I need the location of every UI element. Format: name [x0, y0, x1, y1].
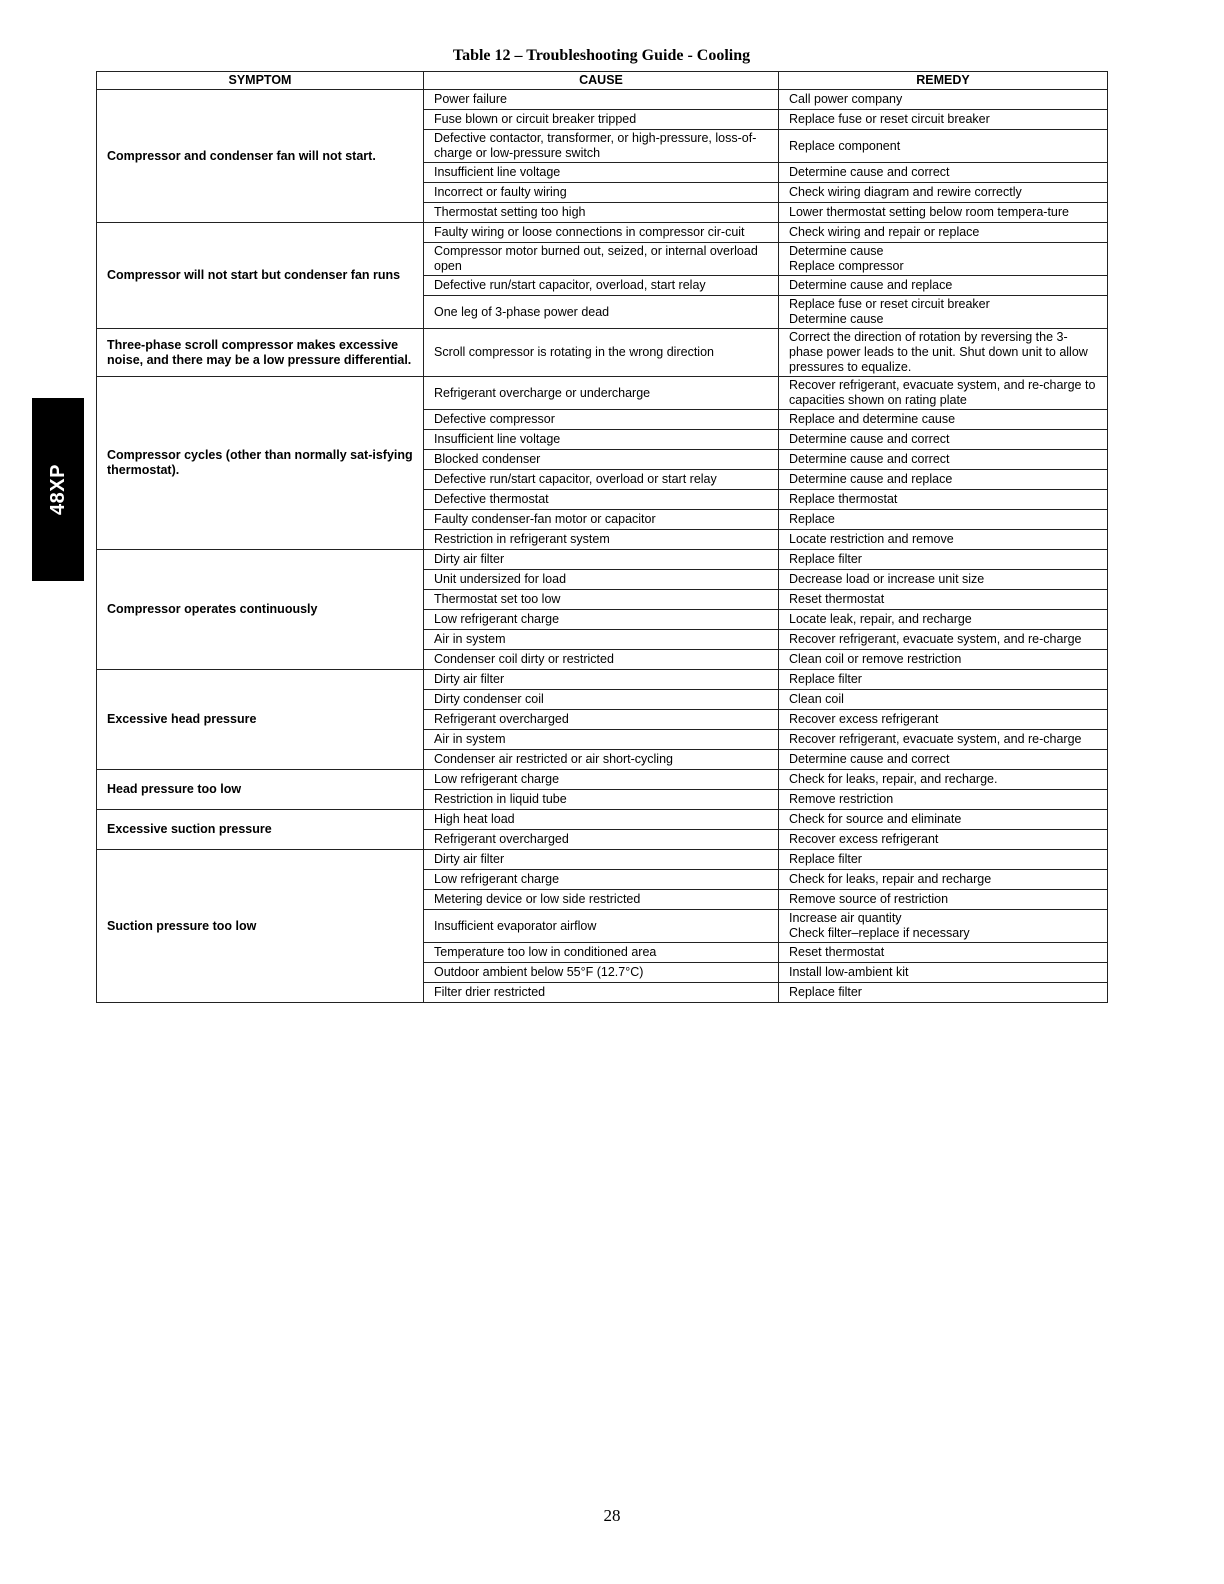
remedy-cell: Determine cause and replace — [779, 470, 1108, 490]
cause-cell: Insufficient line voltage — [424, 163, 779, 183]
cause-cell: Defective thermostat — [424, 490, 779, 510]
symptom-cell: Compressor will not start but condenser fan runs — [97, 223, 424, 329]
remedy-cell: Replace fuse or reset circuit breaker Determine cause — [779, 296, 1108, 329]
cause-cell: Condenser air restricted or air short-cycling — [424, 750, 779, 770]
remedy-cell: Recover excess refrigerant — [779, 710, 1108, 730]
cause-cell: Defective contactor, transformer, or high-pressure, loss-of-charge or low-pressure switch — [424, 130, 779, 163]
cause-cell: Compressor motor burned out, seized, or internal overload open — [424, 243, 779, 276]
table-row — [97, 810, 1108, 830]
remedy-cell: Recover refrigerant, evacuate system, and re-charge — [779, 630, 1108, 650]
cause-cell: Restriction in liquid tube — [424, 790, 779, 810]
cause-cell: Fuse blown or circuit breaker tripped — [424, 110, 779, 130]
remedy-cell: Check for source and eliminate — [779, 810, 1108, 830]
cause-cell: Thermostat setting too high — [424, 203, 779, 223]
remedy-cell: Replace filter — [779, 670, 1108, 690]
table-title: Table 12 – Troubleshooting Guide - Cooling — [452, 47, 751, 64]
cause-cell: Metering device or low side restricted — [424, 890, 779, 910]
remedy-cell: Replace filter — [779, 850, 1108, 870]
page-number: 28 — [603, 1506, 621, 1525]
cause-cell: One leg of 3-phase power dead — [424, 296, 779, 329]
remedy-cell: Replace component — [779, 130, 1108, 163]
table-row — [97, 850, 1108, 870]
cause-cell: Low refrigerant charge — [424, 610, 779, 630]
remedy-cell: Lower thermostat setting below room tempera-ture — [779, 203, 1108, 223]
symptom-cell: Compressor and condenser fan will not start. — [97, 90, 424, 223]
side-tab-label: 48XP — [46, 464, 69, 515]
remedy-cell: Determine cause and correct — [779, 430, 1108, 450]
remedy-cell: Determine cause Replace compressor — [779, 243, 1108, 276]
remedy-cell: Replace — [779, 510, 1108, 530]
cause-cell: Power failure — [424, 90, 779, 110]
remedy-cell: Install low-ambient kit — [779, 963, 1108, 983]
cause-cell: Low refrigerant charge — [424, 770, 779, 790]
cause-cell: Faulty condenser-fan motor or capacitor — [424, 510, 779, 530]
cause-cell: Defective run/start capacitor, overload, start relay — [424, 276, 779, 296]
remedy-cell: Increase air quantity Check filter–replace if necessary — [779, 910, 1108, 943]
remedy-cell: Remove restriction — [779, 790, 1108, 810]
remedy-cell: Call power company — [779, 90, 1108, 110]
symptom-cell: Compressor cycles (other than normally sat-isfying thermostat). — [97, 377, 424, 550]
remedy-cell: Decrease load or increase unit size — [779, 570, 1108, 590]
symptom-cell: Compressor operates continuously — [97, 550, 424, 670]
table-row — [97, 90, 1108, 110]
troubleshooting-table — [96, 71, 1108, 1003]
cause-cell: Refrigerant overcharged — [424, 830, 779, 850]
cause-cell: Dirty air filter — [424, 850, 779, 870]
remedy-cell: Recover refrigerant, evacuate system, and re-charge — [779, 730, 1108, 750]
cause-cell: Dirty condenser coil — [424, 690, 779, 710]
remedy-cell: Check for leaks, repair, and recharge. — [779, 770, 1108, 790]
cause-cell: Outdoor ambient below 55°F (12.7°C) — [424, 963, 779, 983]
header-cause: CAUSE — [424, 72, 779, 90]
cause-cell: Faulty wiring or loose connections in compressor cir-cuit — [424, 223, 779, 243]
cause-cell: Dirty air filter — [424, 550, 779, 570]
cause-cell: Insufficient evaporator airflow — [424, 910, 779, 943]
symptom-cell: Excessive head pressure — [97, 670, 424, 770]
table-row — [97, 329, 1108, 377]
symptom-cell: Three-phase scroll compressor makes excessive noise, and there may be a low pressure differential. — [97, 329, 424, 377]
cause-cell: Refrigerant overcharge or undercharge — [424, 377, 779, 410]
cause-cell: Air in system — [424, 630, 779, 650]
cause-cell: High heat load — [424, 810, 779, 830]
remedy-cell: Determine cause and correct — [779, 163, 1108, 183]
cause-cell: Blocked condenser — [424, 450, 779, 470]
cause-cell: Thermostat set too low — [424, 590, 779, 610]
remedy-cell: Remove source of restriction — [779, 890, 1108, 910]
remedy-cell: Replace and determine cause — [779, 410, 1108, 430]
symptom-cell: Head pressure too low — [97, 770, 424, 810]
cause-cell: Defective compressor — [424, 410, 779, 430]
table-body — [97, 90, 1108, 1003]
cause-cell: Air in system — [424, 730, 779, 750]
symptom-cell: Excessive suction pressure — [97, 810, 424, 850]
header-symptom: SYMPTOM — [97, 72, 424, 90]
table-row — [97, 377, 1108, 410]
remedy-cell: Correct the direction of rotation by reversing the 3-phase power leads to the unit. Shut down unit to allow pressures to equalize. — [779, 329, 1108, 377]
symptom-cell: Suction pressure too low — [97, 850, 424, 1003]
table-row — [97, 770, 1108, 790]
remedy-cell: Locate leak, repair, and recharge — [779, 610, 1108, 630]
table-row — [97, 550, 1108, 570]
remedy-cell: Clean coil or remove restriction — [779, 650, 1108, 670]
remedy-cell: Replace filter — [779, 550, 1108, 570]
remedy-cell: Replace filter — [779, 983, 1108, 1003]
remedy-cell: Clean coil — [779, 690, 1108, 710]
remedy-cell: Determine cause and correct — [779, 450, 1108, 470]
cause-cell: Unit undersized for load — [424, 570, 779, 590]
cause-cell: Temperature too low in conditioned area — [424, 943, 779, 963]
table-row — [97, 223, 1108, 243]
table-header-row — [97, 72, 1108, 90]
remedy-cell: Check wiring diagram and rewire correctly — [779, 183, 1108, 203]
header-remedy: REMEDY — [779, 72, 1108, 90]
cause-cell: Restriction in refrigerant system — [424, 530, 779, 550]
remedy-cell: Replace fuse or reset circuit breaker — [779, 110, 1108, 130]
remedy-cell: Locate restriction and remove — [779, 530, 1108, 550]
cause-cell: Scroll compressor is rotating in the wrong direction — [424, 329, 779, 377]
remedy-cell: Determine cause and replace — [779, 276, 1108, 296]
cause-cell: Incorrect or faulty wiring — [424, 183, 779, 203]
remedy-cell: Reset thermostat — [779, 943, 1108, 963]
remedy-cell: Check wiring and repair or replace — [779, 223, 1108, 243]
cause-cell: Defective run/start capacitor, overload or start relay — [424, 470, 779, 490]
table-row — [97, 670, 1108, 690]
remedy-cell: Determine cause and correct — [779, 750, 1108, 770]
cause-cell: Dirty air filter — [424, 670, 779, 690]
cause-cell: Insufficient line voltage — [424, 430, 779, 450]
side-tab — [32, 398, 84, 581]
remedy-cell: Recover refrigerant, evacuate system, and re-charge to capacities shown on rating plate — [779, 377, 1108, 410]
cause-cell: Refrigerant overcharged — [424, 710, 779, 730]
remedy-cell: Replace thermostat — [779, 490, 1108, 510]
remedy-cell: Check for leaks, repair and recharge — [779, 870, 1108, 890]
cause-cell: Low refrigerant charge — [424, 870, 779, 890]
remedy-cell: Recover excess refrigerant — [779, 830, 1108, 850]
remedy-cell: Reset thermostat — [779, 590, 1108, 610]
cause-cell: Filter drier restricted — [424, 983, 779, 1003]
cause-cell: Condenser coil dirty or restricted — [424, 650, 779, 670]
